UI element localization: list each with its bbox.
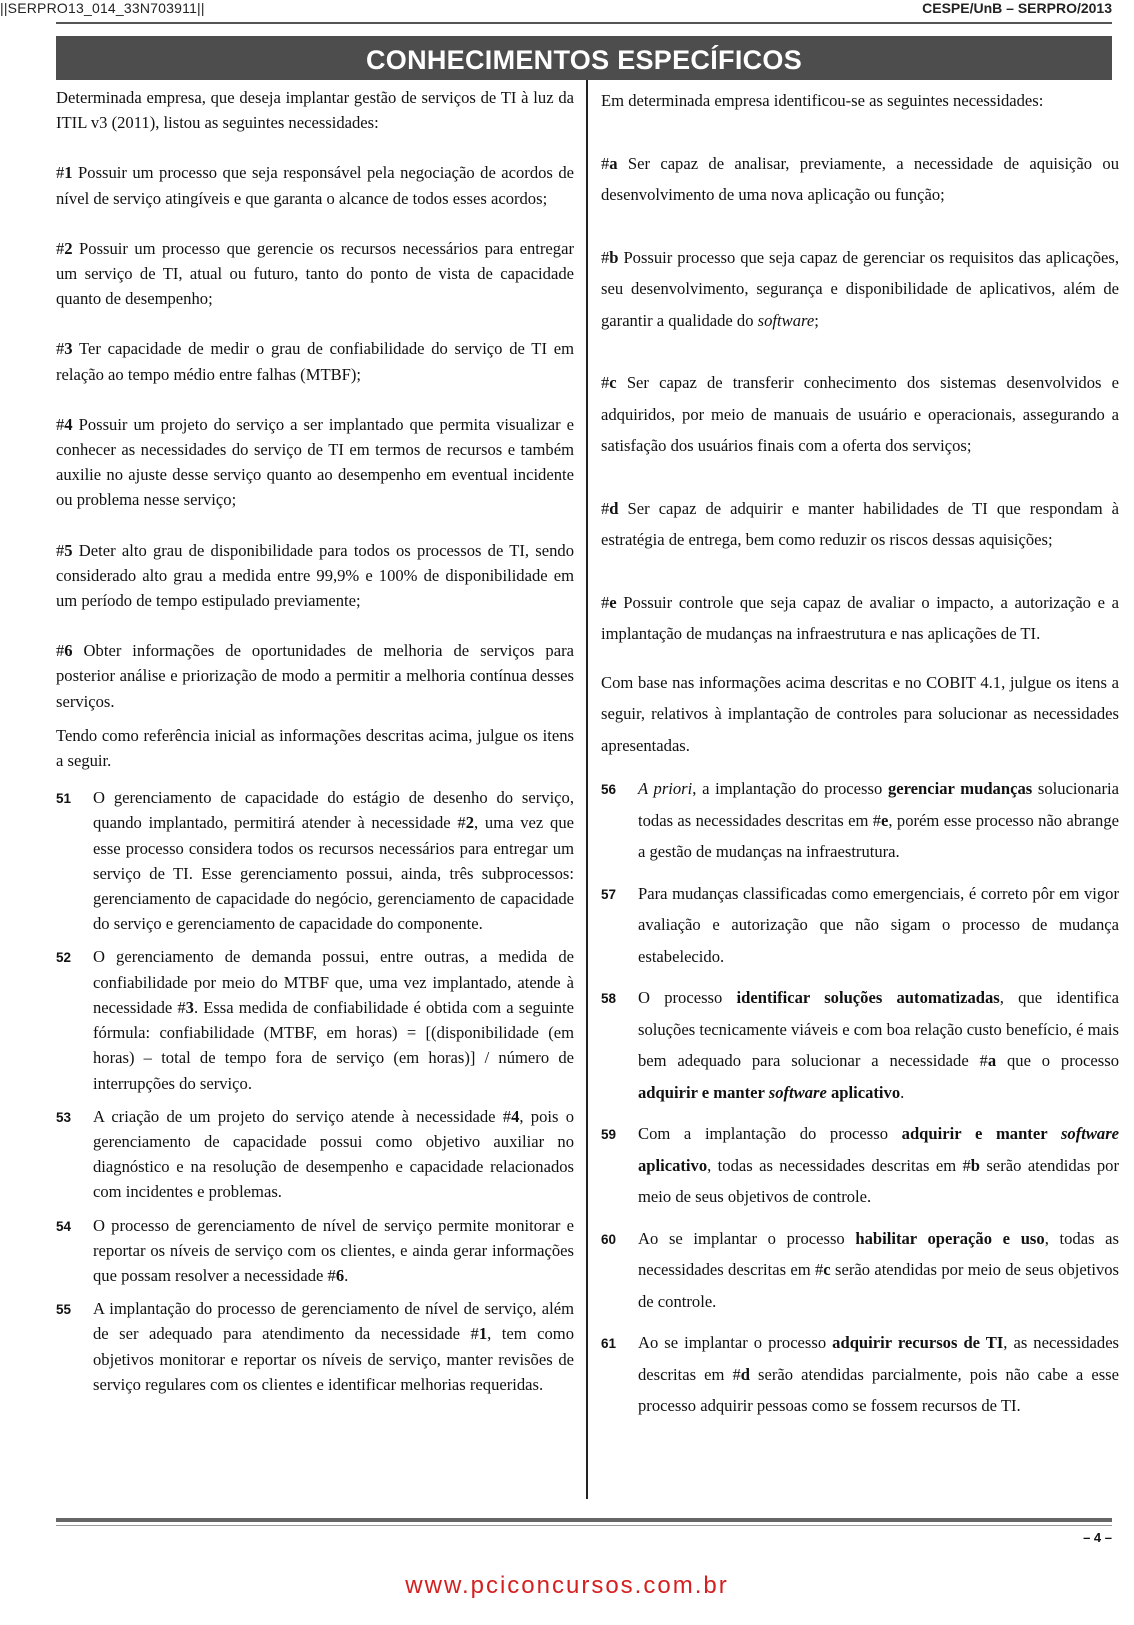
left-lead: Tendo como referência inicial as informações descritas acima, julgue os itens a seguir. — [56, 725, 574, 771]
item-59: 59 Com a implantação do processo adquirir e manter software aplicativo, todas as necessidades descritas em #b serão atendidas por meio de seus objetivos de controle. — [601, 1118, 1119, 1213]
need-e: #e Possuir controle que seja capaz de avaliar o impacto, a autorização e a implantação de mudanças na infraestrutura e nas aplicações de TI. — [601, 592, 1119, 643]
item-53: 53 A criação de um projeto do serviço atende à necessidade #4, pois o gerenciamento de capacidade possui como objetivo auxiliar no diagnóstico e na resolução de desempenho e capacidade relacionados com incidentes e problemas. — [56, 1106, 575, 1202]
need-d: #d Ser capaz de adquirir e manter habilidades de TI que respondam à estratégia de entrega, bem como reduzir os riscos dessas aquisições; — [601, 498, 1119, 549]
item-number: 59 — [601, 1127, 617, 1142]
bottom-rule — [56, 1518, 1112, 1522]
item-60: 60 Ao se implantar o processo habilitar operação e uso, todas as necessidades descritas em #c serão atendidas por meio de seus objetivos de controle. — [601, 1223, 1119, 1318]
item-57: 57 Para mudanças classificadas como emergenciais, é correto pôr em vigor avaliação e autorização que não sigam o processo de mudança estabelecido. — [601, 878, 1119, 973]
section-banner: CONHECIMENTOS ESPECÍFICOS — [56, 36, 1112, 80]
item-number: 60 — [601, 1231, 617, 1247]
item-55: 55 A implantação do processo de gerenciamento de nível de serviço, além de ser adequado para atendimento da necessidade #1, tem como objetivos monitorar e reportar os níveis de serviço, manter revisões de serviço regulares com os clientes e identificar melhorias requeridas. — [56, 1299, 574, 1394]
need-4: #4 Possuir um projeto do serviço a ser implantado que permita visualizar e conhecer as necessidades do serviço de TI em termos de recursos e também auxilie no ajuste desse serviço quanto ao desempenho em eventual incidente ou problema nesse serviço; — [56, 414, 574, 510]
exam-code: ||SERPRO13_014_33N703911|| — [0, 0, 205, 16]
item-number: 51 — [56, 791, 72, 807]
item-number: 56 — [601, 782, 617, 797]
bottom-rule-thin — [56, 1525, 1112, 1526]
need-5: #5 Deter alto grau de disponibilidade para todos os processos de TI, sendo considerado alto grau a medida entre 99,9% e 100% de disponibilidade em um período de tempo estipulado previamente; — [56, 540, 574, 611]
item-number: 53 — [56, 1109, 72, 1125]
item-number: 54 — [56, 1218, 72, 1234]
item-number: 58 — [601, 991, 617, 1006]
item-52: 52 O gerenciamento de demanda possui, entre outras, a medida de confiabilidade por meio do MTBF que, uma vez implantado, atende à necessidade #3. Essa medida de confiabilidade é obtida com a seguinte fórmula: confiabilidade (MTBF, em horas) = [(disponibilidade (em horas) – total de tempo fora de serviço (em horas)] / número de interrupções do serviço. — [56, 947, 575, 1093]
item-51: 51 O gerenciamento de capacidade do estágio de desenho do serviço, quando implantado, permitirá atender à necessidade #2, uma vez que esse processo considera todos os recursos necessários para entregar um serviço de TI. Esse gerenciamento possui, ainda, três subprocessos: gerenciamento de capacidade do negócio, gerenciamento de capacidade do serviço e gerenciamento de capacidade do componente. — [56, 788, 574, 934]
need-1: #1 Possuir um processo que seja responsável pela negociação de acordos de nível de serviço atingíveis e que garanta o alcance de todos esses acordos; — [56, 163, 574, 208]
left-intro: Determinada empresa, que deseja implantar gestão de serviços de TI à luz da ITIL v3 (2011), listou as seguintes necessidades: — [56, 88, 574, 133]
item-number: 52 — [56, 950, 72, 966]
need-6: #6 Obter informações de oportunidades de melhoria de serviços para posterior análise e priorização de modo a permitir a melhoria contínua desses serviços. — [56, 641, 574, 711]
source-link[interactable]: www.pciconcursos.com.br — [405, 1572, 729, 1599]
column-divider — [586, 80, 588, 1499]
item-56: 56 A priori, a implantação do processo gerenciar mudanças solucionaria todas as necessidades descritas em #e, porém esse processo não abrange a gestão de mudanças na infraestrutura. — [601, 773, 1119, 868]
left-column — [56, 85, 574, 1397]
item-58: 58 O processo identificar soluções automatizadas, que identifica soluções tecnicamente viáveis e com boa relação custo benefício, é mais bem adequado para solucionar a necessidade #a que o processo adquirir e manter software aplicativo. — [601, 982, 1119, 1108]
item-number: 55 — [56, 1302, 72, 1318]
need-c: #c Ser capaz de transferir conhecimento dos sistemas desenvolvidos e adquiridos, por meio de manuais de usuário e operacionais, assegurando a satisfação dos usuários finais com a oferta dos serviços; — [601, 373, 1119, 455]
page-number: – 4 – — [1083, 1530, 1112, 1545]
item-61: 61 Ao se implantar o processo adquirir recursos de TI, as necessidades descritas em #d serão atendidas parcialmente, pois não cabe a esse processo adquirir pessoas como se fossem recursos de TI. — [601, 1327, 1119, 1422]
right-intro: Em determinada empresa identificou-se as seguintes necessidades: — [601, 91, 1044, 110]
exam-title: CESPE/UnB – SERPRO/2013 — [922, 0, 1112, 16]
item-number: 61 — [601, 1336, 617, 1351]
need-a: #a Ser capaz de analisar, previamente, a necessidade de aquisição ou desenvolvimento de uma nova aplicação ou função; — [601, 153, 1119, 204]
item-54: 54 O processo de gerenciamento de nível de serviço permite monitorar e reportar os níveis de serviço com os clientes, e ainda gerar informações que possam resolver a necessidade #6. — [56, 1215, 574, 1285]
need-b: #b Possuir processo que seja capaz de gerenciar os requisitos das aplicações, seu desenvolvimento, segurança e disponibilidade de aplicativos, além de garantir a qualidade do software; — [601, 247, 1119, 330]
need-2: #2 Possuir um processo que gerencie os recursos necessários para entregar um serviço de TI, atual ou futuro, tanto do ponto de vista de capacidade quanto de desempenho; — [56, 238, 574, 309]
right-column — [601, 85, 1119, 1422]
item-number: 57 — [601, 886, 617, 902]
right-lead: Com base nas informações acima descritas e no COBIT 4.1, julgue os itens a seguir, relativos à implantação de controles para solucionar as necessidades apresentadas. — [601, 672, 1119, 755]
top-rule — [56, 22, 1112, 24]
need-3: #3 Ter capacidade de medir o grau de confiabilidade do serviço de TI em relação ao tempo médio entre falhas (MTBF); — [56, 339, 574, 384]
